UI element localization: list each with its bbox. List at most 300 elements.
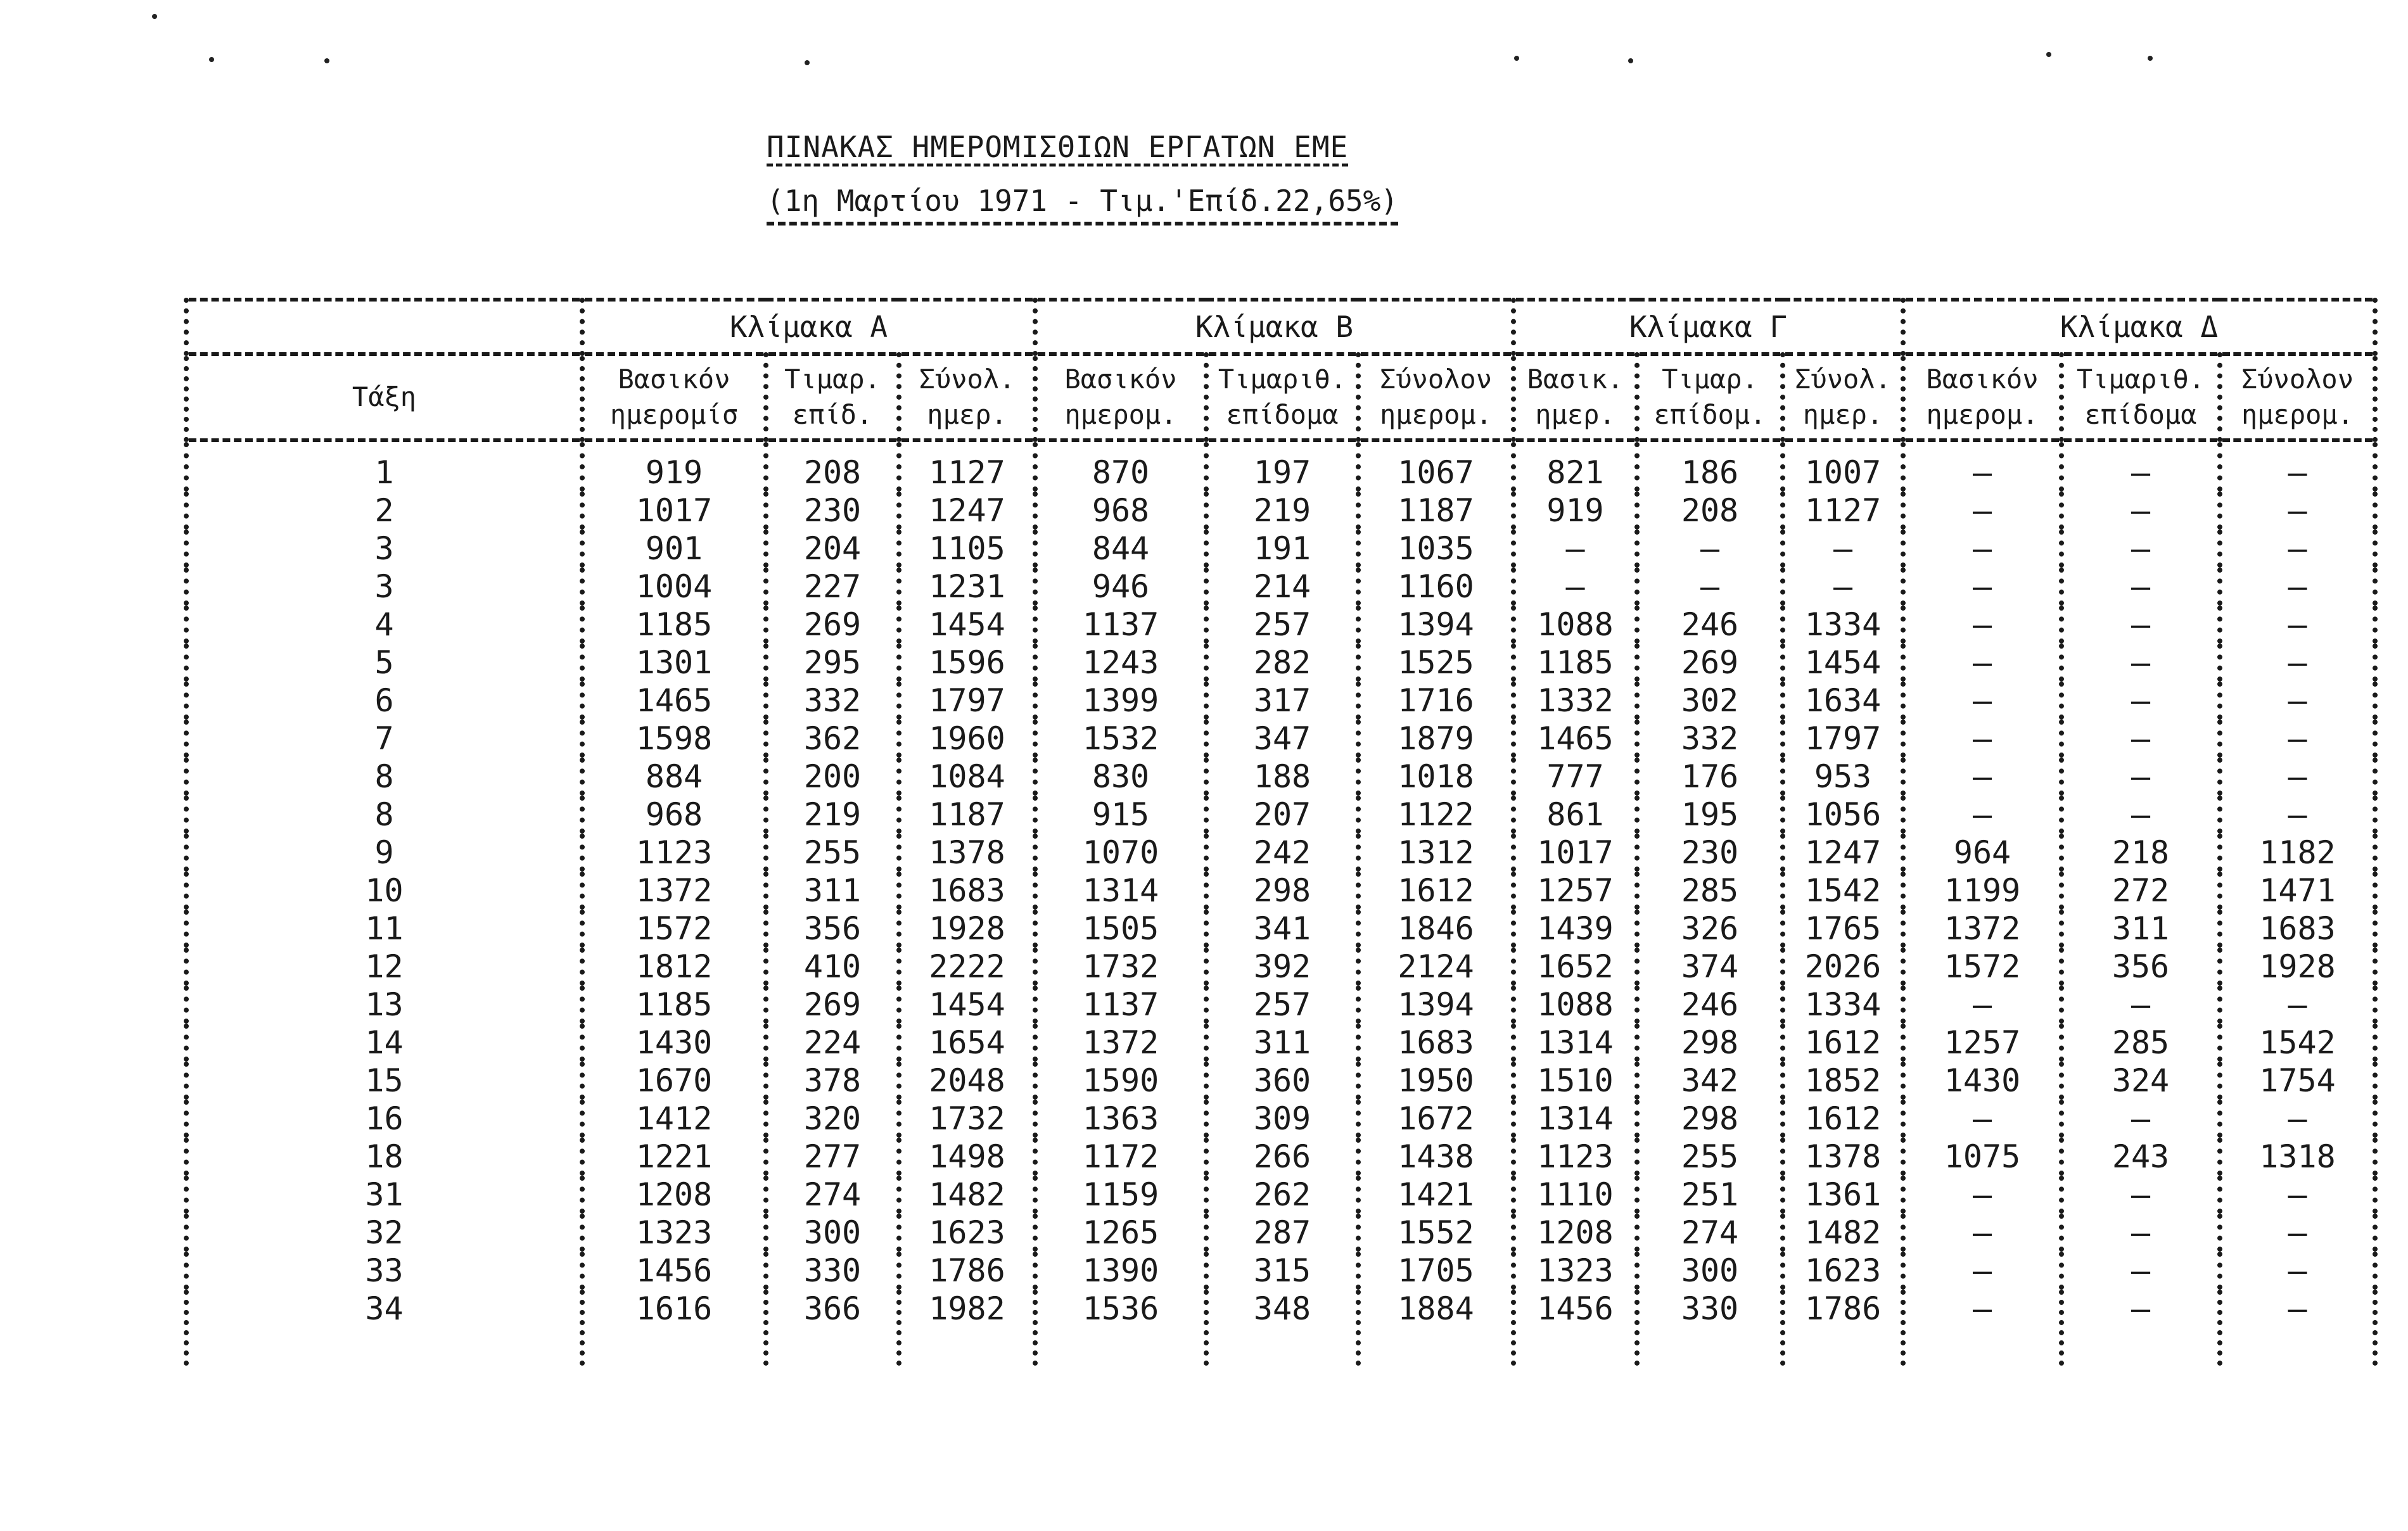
blank-header-cell bbox=[186, 300, 582, 354]
scan-speck bbox=[209, 57, 214, 62]
wage-cell: 1754 bbox=[2220, 1062, 2375, 1100]
wage-cell: 257 bbox=[1206, 986, 1358, 1024]
wage-cell: 287 bbox=[1206, 1214, 1358, 1252]
wage-cell: 1394 bbox=[1358, 606, 1513, 644]
grade-cell: 18 bbox=[186, 1138, 582, 1176]
wage-cell: 861 bbox=[1513, 796, 1637, 834]
wage-cell: 1465 bbox=[1513, 720, 1637, 758]
wage-cell: 1683 bbox=[899, 872, 1035, 910]
wage-cell: 330 bbox=[1637, 1290, 1783, 1366]
wage-cell: – bbox=[2220, 492, 2375, 530]
wage-cell: 1185 bbox=[582, 986, 766, 1024]
column-header: Βασικόν ημερομ. bbox=[1035, 354, 1206, 440]
wage-cell: 1172 bbox=[1035, 1138, 1206, 1176]
column-header: Βασικόν ημερομ. bbox=[1903, 354, 2061, 440]
wage-cell: 360 bbox=[1206, 1062, 1358, 1100]
scan-speck bbox=[1628, 58, 1633, 63]
wage-cell: 1372 bbox=[1903, 910, 2061, 948]
wage-cell: 1465 bbox=[582, 682, 766, 720]
wage-cell: 1590 bbox=[1035, 1062, 1206, 1100]
wage-cell: 243 bbox=[2061, 1138, 2220, 1176]
scale-a-header: Κλίμακα Α bbox=[582, 300, 1035, 354]
wage-cell: 262 bbox=[1206, 1176, 1358, 1214]
wage-cell: 1208 bbox=[582, 1176, 766, 1214]
wage-cell: – bbox=[2061, 720, 2220, 758]
wage-cell: – bbox=[1903, 1100, 2061, 1138]
wage-cell: 1612 bbox=[1783, 1100, 1903, 1138]
wage-cell: 332 bbox=[766, 682, 899, 720]
wage-cell: – bbox=[2061, 1252, 2220, 1290]
wage-cell: 1372 bbox=[1035, 1024, 1206, 1062]
column-header: Τιμαρ. επίδ. bbox=[766, 354, 899, 440]
wage-cell: 188 bbox=[1206, 758, 1358, 796]
wage-cell: – bbox=[2220, 606, 2375, 644]
table-row bbox=[186, 1214, 2375, 1252]
scan-speck bbox=[1514, 56, 1519, 61]
wage-cell: 1137 bbox=[1035, 986, 1206, 1024]
table-row bbox=[186, 440, 2375, 492]
wage-cell: 230 bbox=[1637, 834, 1783, 872]
wage-cell: 269 bbox=[766, 986, 899, 1024]
wage-cell: 1421 bbox=[1358, 1176, 1513, 1214]
wage-cell: – bbox=[1903, 796, 2061, 834]
wage-cell: 1505 bbox=[1035, 910, 1206, 948]
wage-cell: 1035 bbox=[1358, 530, 1513, 568]
wage-cell: 1004 bbox=[582, 568, 766, 606]
wage-cell: 320 bbox=[766, 1100, 899, 1138]
column-header: Τιμαριθ. επίδομα bbox=[1206, 354, 1358, 440]
wage-cell: 341 bbox=[1206, 910, 1358, 948]
wage-cell: 1525 bbox=[1358, 644, 1513, 682]
wage-cell: – bbox=[1903, 492, 2061, 530]
wage-cell: – bbox=[1903, 1290, 2061, 1366]
wage-cell: 1797 bbox=[899, 682, 1035, 720]
wage-table-container bbox=[184, 298, 2378, 1366]
wage-cell: 901 bbox=[582, 530, 766, 568]
wage-cell: – bbox=[1903, 644, 2061, 682]
wage-cell: 1960 bbox=[899, 720, 1035, 758]
wage-cell: 251 bbox=[1637, 1176, 1783, 1214]
wage-cell: 302 bbox=[1637, 682, 1783, 720]
wage-cell: 269 bbox=[1637, 644, 1783, 682]
wage-cell: – bbox=[1637, 568, 1783, 606]
wage-cell: 1683 bbox=[1358, 1024, 1513, 1062]
wage-cell: 295 bbox=[766, 644, 899, 682]
wage-cell: 274 bbox=[766, 1176, 899, 1214]
wage-cell: 1182 bbox=[2220, 834, 2375, 872]
wage-cell: 1654 bbox=[899, 1024, 1035, 1062]
wage-cell: 317 bbox=[1206, 682, 1358, 720]
wage-cell: 919 bbox=[1513, 492, 1637, 530]
wage-cell: 1159 bbox=[1035, 1176, 1206, 1214]
wage-cell: 362 bbox=[766, 720, 899, 758]
wage-cell: – bbox=[2061, 682, 2220, 720]
wage-cell: 246 bbox=[1637, 606, 1783, 644]
wage-cell: 870 bbox=[1035, 440, 1206, 492]
wage-cell: – bbox=[1513, 530, 1637, 568]
grade-cell: 33 bbox=[186, 1252, 582, 1290]
wage-cell: 1572 bbox=[1903, 948, 2061, 986]
wage-cell: – bbox=[1903, 530, 2061, 568]
wage-cell: 1399 bbox=[1035, 682, 1206, 720]
grade-cell: 32 bbox=[186, 1214, 582, 1252]
wage-cell: 1430 bbox=[1903, 1062, 2061, 1100]
wage-cell: 946 bbox=[1035, 568, 1206, 606]
wage-cell: 1430 bbox=[582, 1024, 766, 1062]
wage-cell: 272 bbox=[2061, 872, 2220, 910]
wage-cell: – bbox=[2220, 1290, 2375, 1366]
grade-cell: 11 bbox=[186, 910, 582, 948]
wage-cell: 1454 bbox=[1783, 644, 1903, 682]
wage-cell: 356 bbox=[766, 910, 899, 948]
scan-speck bbox=[2046, 52, 2051, 57]
wage-cell: – bbox=[2220, 682, 2375, 720]
wage-cell: 208 bbox=[1637, 492, 1783, 530]
grade-cell: 3 bbox=[186, 568, 582, 606]
wage-cell: 1454 bbox=[899, 986, 1035, 1024]
wage-cell: – bbox=[2061, 1100, 2220, 1138]
wage-cell: 298 bbox=[1206, 872, 1358, 910]
wage-cell: 1454 bbox=[899, 606, 1035, 644]
wage-cell: 392 bbox=[1206, 948, 1358, 986]
wage-cell: 1361 bbox=[1783, 1176, 1903, 1214]
wage-cell: 1088 bbox=[1513, 606, 1637, 644]
table-row bbox=[186, 1100, 2375, 1138]
grade-cell: 4 bbox=[186, 606, 582, 644]
wage-cell: 1542 bbox=[1783, 872, 1903, 910]
wage-cell: – bbox=[2061, 530, 2220, 568]
wage-cell: 374 bbox=[1637, 948, 1783, 986]
wage-cell: 255 bbox=[1637, 1138, 1783, 1176]
table-row bbox=[186, 796, 2375, 834]
wage-cell: 915 bbox=[1035, 796, 1206, 834]
wage-cell: 1257 bbox=[1903, 1024, 2061, 1062]
scale-d-header: Κλίμακα Δ bbox=[1903, 300, 2375, 354]
wage-cell: 1536 bbox=[1035, 1290, 1206, 1366]
wage-cell: 1510 bbox=[1513, 1062, 1637, 1100]
wage-cell: 1208 bbox=[1513, 1214, 1637, 1252]
grade-cell: 10 bbox=[186, 872, 582, 910]
wage-cell: 1185 bbox=[582, 606, 766, 644]
wage-cell: 844 bbox=[1035, 530, 1206, 568]
wage-cell: 1056 bbox=[1783, 796, 1903, 834]
wage-cell: 1598 bbox=[582, 720, 766, 758]
grade-cell: 15 bbox=[186, 1062, 582, 1100]
wage-cell: 1334 bbox=[1783, 986, 1903, 1024]
wage-cell: – bbox=[2220, 758, 2375, 796]
wage-cell: 1652 bbox=[1513, 948, 1637, 986]
wage-cell: 1187 bbox=[899, 796, 1035, 834]
wage-cell: 1542 bbox=[2220, 1024, 2375, 1062]
wage-cell: 176 bbox=[1637, 758, 1783, 796]
wage-cell: – bbox=[1783, 530, 1903, 568]
wage-cell: 1301 bbox=[582, 644, 766, 682]
document-title: ΠΙΝΑΚΑΣ ΗΜΕΡΟΜΙΣΘΙΩΝ ΕΡΓΑΤΩΝ ΕΜΕ bbox=[767, 130, 1349, 164]
wage-cell: 1088 bbox=[1513, 986, 1637, 1024]
wage-cell: 246 bbox=[1637, 986, 1783, 1024]
wage-cell: 1372 bbox=[582, 872, 766, 910]
wage-cell: 968 bbox=[1035, 492, 1206, 530]
wage-cell: – bbox=[2220, 530, 2375, 568]
wage-cell: – bbox=[2061, 606, 2220, 644]
wage-cell: 1471 bbox=[2220, 872, 2375, 910]
wage-cell: 282 bbox=[1206, 644, 1358, 682]
wage-cell: – bbox=[2220, 1176, 2375, 1214]
scan-speck bbox=[324, 58, 329, 63]
table-row bbox=[186, 1252, 2375, 1290]
table-row bbox=[186, 682, 2375, 720]
wage-cell: – bbox=[1903, 568, 2061, 606]
wage-cell: – bbox=[2061, 644, 2220, 682]
wage-cell: 1123 bbox=[582, 834, 766, 872]
wage-cell: 1231 bbox=[899, 568, 1035, 606]
wage-cell: – bbox=[1637, 530, 1783, 568]
wage-cell: 342 bbox=[1637, 1062, 1783, 1100]
table-row bbox=[186, 834, 2375, 872]
table-row bbox=[186, 1062, 2375, 1100]
scale-header-row bbox=[186, 300, 2375, 354]
wage-cell: 1732 bbox=[899, 1100, 1035, 1138]
wage-cell: 1670 bbox=[582, 1062, 766, 1100]
wage-cell: – bbox=[1783, 568, 1903, 606]
wage-cell: – bbox=[1903, 682, 2061, 720]
wage-cell: – bbox=[1903, 606, 2061, 644]
wage-cell: 224 bbox=[766, 1024, 899, 1062]
wage-cell: 204 bbox=[766, 530, 899, 568]
wage-cell: 1110 bbox=[1513, 1176, 1637, 1214]
wage-cell: 1332 bbox=[1513, 682, 1637, 720]
wage-cell: – bbox=[2220, 796, 2375, 834]
wage-cell: 1439 bbox=[1513, 910, 1637, 948]
wage-cell: 1334 bbox=[1783, 606, 1903, 644]
wage-cell: 1672 bbox=[1358, 1100, 1513, 1138]
wage-cell: 208 bbox=[766, 440, 899, 492]
wage-cell: 1221 bbox=[582, 1138, 766, 1176]
wage-cell: – bbox=[2061, 440, 2220, 492]
wage-table bbox=[184, 298, 2378, 1366]
wage-cell: 274 bbox=[1637, 1214, 1783, 1252]
wage-cell: 332 bbox=[1637, 720, 1783, 758]
wage-cell: 1879 bbox=[1358, 720, 1513, 758]
table-body bbox=[186, 440, 2375, 1366]
wage-cell: 1623 bbox=[1783, 1252, 1903, 1290]
wage-cell: 1846 bbox=[1358, 910, 1513, 948]
wage-cell: 2124 bbox=[1358, 948, 1513, 986]
grade-cell: 6 bbox=[186, 682, 582, 720]
wage-cell: 1498 bbox=[899, 1138, 1035, 1176]
wage-cell: – bbox=[2220, 1214, 2375, 1252]
wage-cell: 1007 bbox=[1783, 440, 1903, 492]
wage-cell: – bbox=[1903, 1252, 2061, 1290]
wage-cell: 1084 bbox=[899, 758, 1035, 796]
column-header: Τάξη bbox=[186, 354, 582, 440]
wage-cell: 919 bbox=[582, 440, 766, 492]
wage-cell: 311 bbox=[1206, 1024, 1358, 1062]
wage-cell: 1017 bbox=[1513, 834, 1637, 872]
wage-cell: 1928 bbox=[899, 910, 1035, 948]
grade-cell: 12 bbox=[186, 948, 582, 986]
table-row bbox=[186, 1024, 2375, 1062]
wage-cell: 1482 bbox=[899, 1176, 1035, 1214]
wage-cell: 1950 bbox=[1358, 1062, 1513, 1100]
wage-cell: 378 bbox=[766, 1062, 899, 1100]
wage-cell: 200 bbox=[766, 758, 899, 796]
wage-cell: 1314 bbox=[1035, 872, 1206, 910]
table-row bbox=[186, 720, 2375, 758]
wage-cell: 1786 bbox=[1783, 1290, 1903, 1366]
wage-cell: 1123 bbox=[1513, 1138, 1637, 1176]
wage-cell: 1018 bbox=[1358, 758, 1513, 796]
scan-speck bbox=[805, 60, 810, 65]
wage-cell: 242 bbox=[1206, 834, 1358, 872]
wage-cell: 964 bbox=[1903, 834, 2061, 872]
wage-cell: 227 bbox=[766, 568, 899, 606]
wage-cell: 968 bbox=[582, 796, 766, 834]
wage-cell: 1137 bbox=[1035, 606, 1206, 644]
wage-cell: 1160 bbox=[1358, 568, 1513, 606]
wage-cell: 1634 bbox=[1783, 682, 1903, 720]
document-subtitle: (1η Μαρτίου 1971 - Τιμ.'Επίδ.22,65%) bbox=[767, 184, 1398, 226]
wage-cell: 298 bbox=[1637, 1100, 1783, 1138]
wage-cell: 311 bbox=[2061, 910, 2220, 948]
wage-cell: 218 bbox=[2061, 834, 2220, 872]
wage-cell: – bbox=[1903, 440, 2061, 492]
wage-cell: 197 bbox=[1206, 440, 1358, 492]
wage-cell: 348 bbox=[1206, 1290, 1358, 1366]
wage-cell: 1378 bbox=[899, 834, 1035, 872]
table-row bbox=[186, 948, 2375, 986]
wage-cell: – bbox=[2061, 1214, 2220, 1252]
wage-cell: – bbox=[2220, 1100, 2375, 1138]
wage-cell: 1199 bbox=[1903, 872, 2061, 910]
wage-cell: 1323 bbox=[1513, 1252, 1637, 1290]
wage-cell: – bbox=[2061, 986, 2220, 1024]
wage-cell: 777 bbox=[1513, 758, 1637, 796]
wage-cell: 1363 bbox=[1035, 1100, 1206, 1138]
table-row bbox=[186, 530, 2375, 568]
grade-cell: 7 bbox=[186, 720, 582, 758]
table-row bbox=[186, 1138, 2375, 1176]
wage-cell: 1765 bbox=[1783, 910, 1903, 948]
wage-cell: 298 bbox=[1637, 1024, 1783, 1062]
wage-cell: 1612 bbox=[1783, 1024, 1903, 1062]
table-row bbox=[186, 758, 2375, 796]
grade-cell: 3 bbox=[186, 530, 582, 568]
wage-cell: 1127 bbox=[1783, 492, 1903, 530]
wage-cell: 1612 bbox=[1358, 872, 1513, 910]
wage-cell: 953 bbox=[1783, 758, 1903, 796]
wage-cell: 1928 bbox=[2220, 948, 2375, 986]
wage-cell: 219 bbox=[1206, 492, 1358, 530]
wage-cell: 257 bbox=[1206, 606, 1358, 644]
wage-cell: 1318 bbox=[2220, 1138, 2375, 1176]
wage-cell: 1127 bbox=[899, 440, 1035, 492]
wage-cell: 1716 bbox=[1358, 682, 1513, 720]
table-row bbox=[186, 1176, 2375, 1214]
wage-cell: 1265 bbox=[1035, 1214, 1206, 1252]
column-header: Σύνολ. ημερ. bbox=[899, 354, 1035, 440]
column-header-row bbox=[186, 354, 2375, 440]
grade-cell: 16 bbox=[186, 1100, 582, 1138]
table-row bbox=[186, 986, 2375, 1024]
wage-cell: 219 bbox=[766, 796, 899, 834]
table-row bbox=[186, 644, 2375, 682]
wage-cell: 1797 bbox=[1783, 720, 1903, 758]
wage-cell: 830 bbox=[1035, 758, 1206, 796]
scale-g-header: Κλίμακα Γ bbox=[1513, 300, 1903, 354]
scan-speck bbox=[152, 14, 157, 19]
wage-cell: – bbox=[1903, 986, 2061, 1024]
wage-cell: – bbox=[2220, 1252, 2375, 1290]
wage-cell: 1378 bbox=[1783, 1138, 1903, 1176]
wage-cell: 1247 bbox=[1783, 834, 1903, 872]
wage-cell: 309 bbox=[1206, 1100, 1358, 1138]
grade-cell: 9 bbox=[186, 834, 582, 872]
wage-cell: 1623 bbox=[899, 1214, 1035, 1252]
wage-cell: – bbox=[1903, 720, 2061, 758]
wage-cell: 1394 bbox=[1358, 986, 1513, 1024]
column-header: Τιμαρ. επίδομ. bbox=[1637, 354, 1783, 440]
wage-cell: 1456 bbox=[1513, 1290, 1637, 1366]
wage-cell: 1067 bbox=[1358, 440, 1513, 492]
wage-cell: 1884 bbox=[1358, 1290, 1513, 1366]
grade-cell: 1 bbox=[186, 440, 582, 492]
wage-cell: – bbox=[1903, 1176, 2061, 1214]
grade-cell: 8 bbox=[186, 758, 582, 796]
wage-cell: 195 bbox=[1637, 796, 1783, 834]
wage-cell: 330 bbox=[766, 1252, 899, 1290]
wage-cell: – bbox=[2220, 986, 2375, 1024]
wage-cell: 884 bbox=[582, 758, 766, 796]
wage-cell: 269 bbox=[766, 606, 899, 644]
wage-cell: 366 bbox=[766, 1290, 899, 1366]
scale-b-header: Κλίμακα Β bbox=[1035, 300, 1513, 354]
grade-cell: 34 bbox=[186, 1290, 582, 1366]
wage-cell: 1456 bbox=[582, 1252, 766, 1290]
wage-cell: – bbox=[2220, 720, 2375, 758]
wage-cell: 1683 bbox=[2220, 910, 2375, 948]
wage-cell: 255 bbox=[766, 834, 899, 872]
wage-cell: 1532 bbox=[1035, 720, 1206, 758]
wage-cell: 207 bbox=[1206, 796, 1358, 834]
wage-cell: 2222 bbox=[899, 948, 1035, 986]
wage-cell: – bbox=[1903, 1214, 2061, 1252]
table-row bbox=[186, 872, 2375, 910]
wage-cell: 1482 bbox=[1783, 1214, 1903, 1252]
wage-cell: 1596 bbox=[899, 644, 1035, 682]
wage-cell: 1122 bbox=[1358, 796, 1513, 834]
wage-cell: 300 bbox=[766, 1214, 899, 1252]
wage-cell: 1705 bbox=[1358, 1252, 1513, 1290]
wage-cell: 1070 bbox=[1035, 834, 1206, 872]
wage-cell: – bbox=[2061, 568, 2220, 606]
wage-cell: 1786 bbox=[899, 1252, 1035, 1290]
wage-cell: 1247 bbox=[899, 492, 1035, 530]
wage-cell: 1312 bbox=[1358, 834, 1513, 872]
wage-cell: – bbox=[2061, 492, 2220, 530]
wage-cell: 1257 bbox=[1513, 872, 1637, 910]
wage-cell: 2026 bbox=[1783, 948, 1903, 986]
scan-speck bbox=[2148, 56, 2153, 61]
wage-cell: 1187 bbox=[1358, 492, 1513, 530]
grade-cell: 2 bbox=[186, 492, 582, 530]
wage-cell: 326 bbox=[1637, 910, 1783, 948]
wage-cell: 1412 bbox=[582, 1100, 766, 1138]
table-row bbox=[186, 492, 2375, 530]
wage-cell: – bbox=[2220, 644, 2375, 682]
wage-cell: 285 bbox=[2061, 1024, 2220, 1062]
grade-cell: 8 bbox=[186, 796, 582, 834]
